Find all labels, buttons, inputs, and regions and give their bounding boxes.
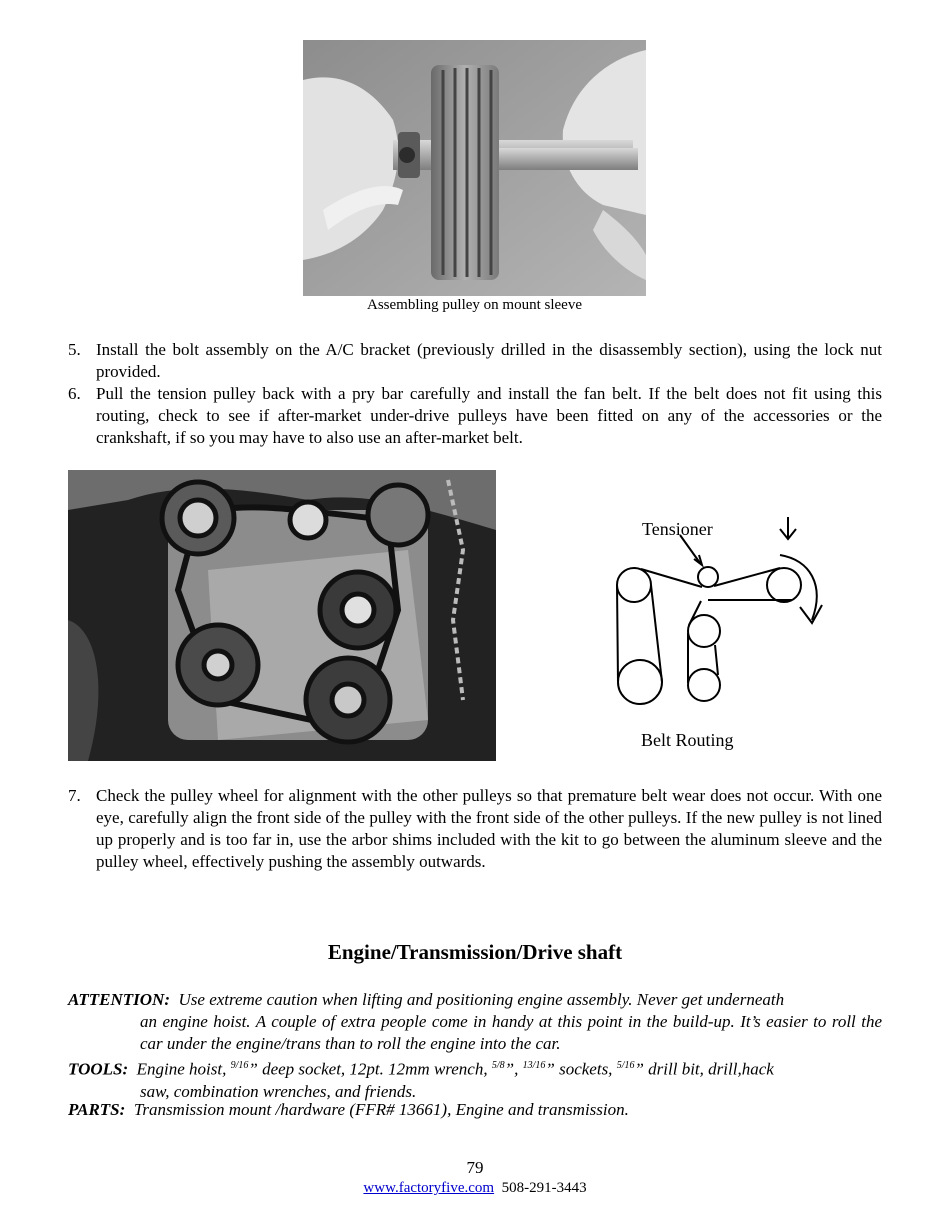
page-number: 79 <box>466 1158 484 1177</box>
fraction: 5/16 <box>616 1060 635 1071</box>
step-6 <box>68 383 882 449</box>
attention-label: ATTENTION: <box>68 990 170 1009</box>
attention-rest: an engine hoist. A couple of extra people come in handy at this point in the build-up. It’s easier to roll the car under the engine/trans than to roll the engine into the car. <box>140 1012 882 1053</box>
engine-belt-photo <box>68 470 496 761</box>
parts-text: Transmission mount /hardware (FFR# 13661), Engine and transmission. <box>133 1100 629 1119</box>
attention-line1: Use extreme caution when lifting and positioning engine assembly. Never get underneath <box>178 990 785 1009</box>
step-number: 5. <box>68 340 81 359</box>
tensioner-label: Tensioner <box>642 519 713 539</box>
parts-label: PARTS: <box>68 1100 126 1119</box>
footer <box>0 1180 950 1197</box>
tools-text: Engine hoist, <box>136 1059 231 1079</box>
step-5 <box>68 339 882 383</box>
website-link[interactable]: www.factoryfive.com <box>363 1180 495 1196</box>
pulley-circle <box>618 660 662 704</box>
phone-number: 508-291-3443 <box>501 1180 587 1196</box>
fraction: 13/16 <box>522 1060 546 1071</box>
belt-routing-diagram <box>590 505 850 755</box>
section-title: Engine/Transmission/Drive shaft <box>327 940 623 964</box>
pulley-photo-illustration <box>303 40 646 296</box>
step-7 <box>68 785 882 873</box>
pulley-circle <box>767 568 801 602</box>
tools-text: ” drill bit, drill,hack <box>634 1059 774 1079</box>
pulley-circle <box>688 615 720 647</box>
pulley-circle <box>617 568 651 602</box>
fraction: 9/16 <box>230 1060 249 1071</box>
tools-text: ” deep socket, 12pt. 12mm wrench, <box>248 1059 492 1079</box>
step-text: Check the pulley wheel for alignment with the other pulleys so that premature belt wear does not occur. With one eye, carefully align the front side of the pulley with the front side of the other pulleys. If the new pulley is not lined up properly and is too far in, use the arbor shims included with the kit to go between the aluminum sleeve and the pulley wheel, effectively pushing the assembly outwards. <box>96 786 882 871</box>
tools-text: ” sockets, <box>545 1059 617 1079</box>
curved-arrow-icon <box>780 555 817 620</box>
tensioner-pulley-circle <box>698 567 718 587</box>
fraction: 5/8 <box>491 1060 505 1071</box>
parts-note <box>68 1099 882 1121</box>
tools-rest: saw, combination wrenches, and friends. <box>140 1081 417 1101</box>
step-text: Pull the tension pulley back with a pry bar carefully and install the fan belt. If the belt does not fit using this routing, check to see if after-market under-drive pulleys have been fitted on any of the accessories or the crankshaft, if so you may have to also use an after-market belt. <box>96 384 882 447</box>
belt-routing-label: Belt Routing <box>641 730 734 750</box>
photo-caption: Assembling pulley on mount sleeve <box>367 297 582 313</box>
tools-text: ”, <box>504 1059 523 1079</box>
pulley-assembly-photo <box>303 40 646 296</box>
step-text: Install the bolt assembly on the A/C bracket (previously drilled in the disassembly section), using the lock nut provided. <box>96 340 882 381</box>
pulley-circle <box>688 669 720 701</box>
step-number: 7. <box>68 786 81 805</box>
tools-note <box>68 1055 882 1103</box>
step-number: 6. <box>68 384 81 403</box>
engine-photo-illustration <box>68 470 496 761</box>
tensioner-pointer <box>680 535 700 563</box>
tools-label: TOOLS: <box>68 1059 129 1079</box>
attention-note <box>68 989 882 1055</box>
